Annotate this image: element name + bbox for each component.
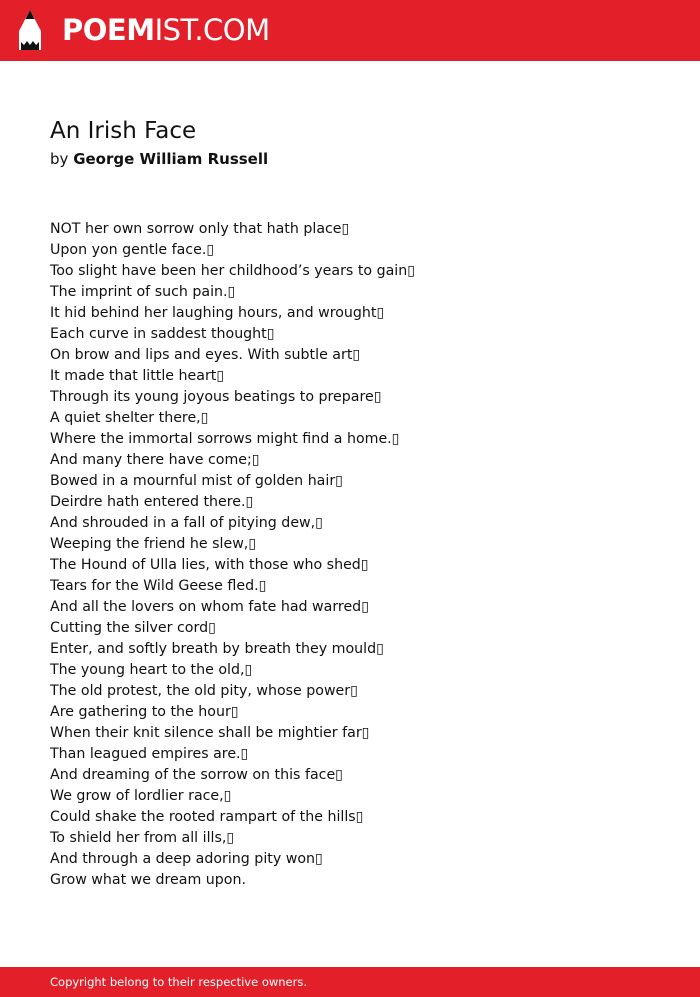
poem-line: Weeping the friend he slew,▯ — [50, 536, 257, 552]
poem-line: It hid behind her laughing hours, and wrought▯ — [50, 305, 385, 321]
poem-line: Grow what we dream upon. — [50, 872, 246, 888]
poem-line: Cutting the silver cord▯ — [50, 620, 216, 636]
poem-line: On brow and lips and eyes. With subtle art▯ — [50, 347, 361, 363]
poem-line: And shrouded in a fall of pitying dew,▯ — [50, 515, 323, 531]
poem-line: And all the lovers on whom fate had warred▯ — [50, 599, 369, 615]
byline — [50, 149, 268, 169]
poem-line: To shield her from all ills,▯ — [50, 830, 235, 846]
poem-line: When their knit silence shall be mightier far▯ — [50, 725, 370, 741]
pencil-icon[interactable] — [18, 9, 42, 51]
poem-line: And through a deep adoring pity won▯ — [50, 851, 323, 867]
poem-line: NOT her own sorrow only that hath place▯ — [50, 221, 350, 237]
logo-bold-text: POEM — [62, 13, 155, 47]
poem-line: Deirdre hath entered there.▯ — [50, 494, 254, 510]
poem-line: Too slight have been her childhood’s years to gain▯ — [50, 263, 416, 279]
poem-line: A quiet shelter there,▯ — [50, 410, 209, 426]
site-logo[interactable] — [62, 12, 270, 48]
copyright-text: Copyright belong to their respective owners. — [50, 975, 308, 989]
poem-line: It made that little heart▯ — [50, 368, 225, 384]
poem-line: And dreaming of the sorrow on this face▯ — [50, 767, 343, 783]
poem-line: Than leagued empires are.▯ — [50, 746, 249, 762]
poem-line: Tears for the Wild Geese fled.▯ — [50, 578, 267, 594]
poem-line: And many there have come;▯ — [50, 452, 260, 468]
poem-line: The old protest, the old pity, whose power▯ — [50, 683, 358, 699]
author-name: George William Russell — [73, 150, 269, 168]
site-header — [0, 0, 700, 61]
poem-line: Where the immortal sorrows might find a home.▯ — [50, 431, 400, 447]
poem-line: Enter, and softly breath by breath they mould▯ — [50, 641, 384, 657]
poem-line: The imprint of such pain.▯ — [50, 284, 236, 300]
byline-prefix: by — [50, 150, 69, 168]
poem-title: An Irish Face — [50, 118, 197, 144]
poem-line: Could shake the rooted rampart of the hills▯ — [50, 809, 364, 825]
poem-line: Are gathering to the hour▯ — [50, 704, 239, 720]
poem-line: Through its young joyous beatings to prepare▯ — [50, 389, 382, 405]
poem-line: The young heart to the old,▯ — [50, 662, 253, 678]
poem-line: The Hound of Ulla lies, with those who shed▯ — [50, 557, 369, 573]
poem-line: Upon yon gentle face.▯ — [50, 242, 215, 258]
site-footer — [0, 967, 700, 997]
poem-line: Each curve in saddest thought▯ — [50, 326, 275, 342]
poem-body — [50, 219, 670, 891]
logo-thin-text: IST.COM — [154, 13, 270, 47]
poem-line: Bowed in a mournful mist of golden hair▯ — [50, 473, 343, 489]
poem-line: We grow of lordlier race,▯ — [50, 788, 232, 804]
